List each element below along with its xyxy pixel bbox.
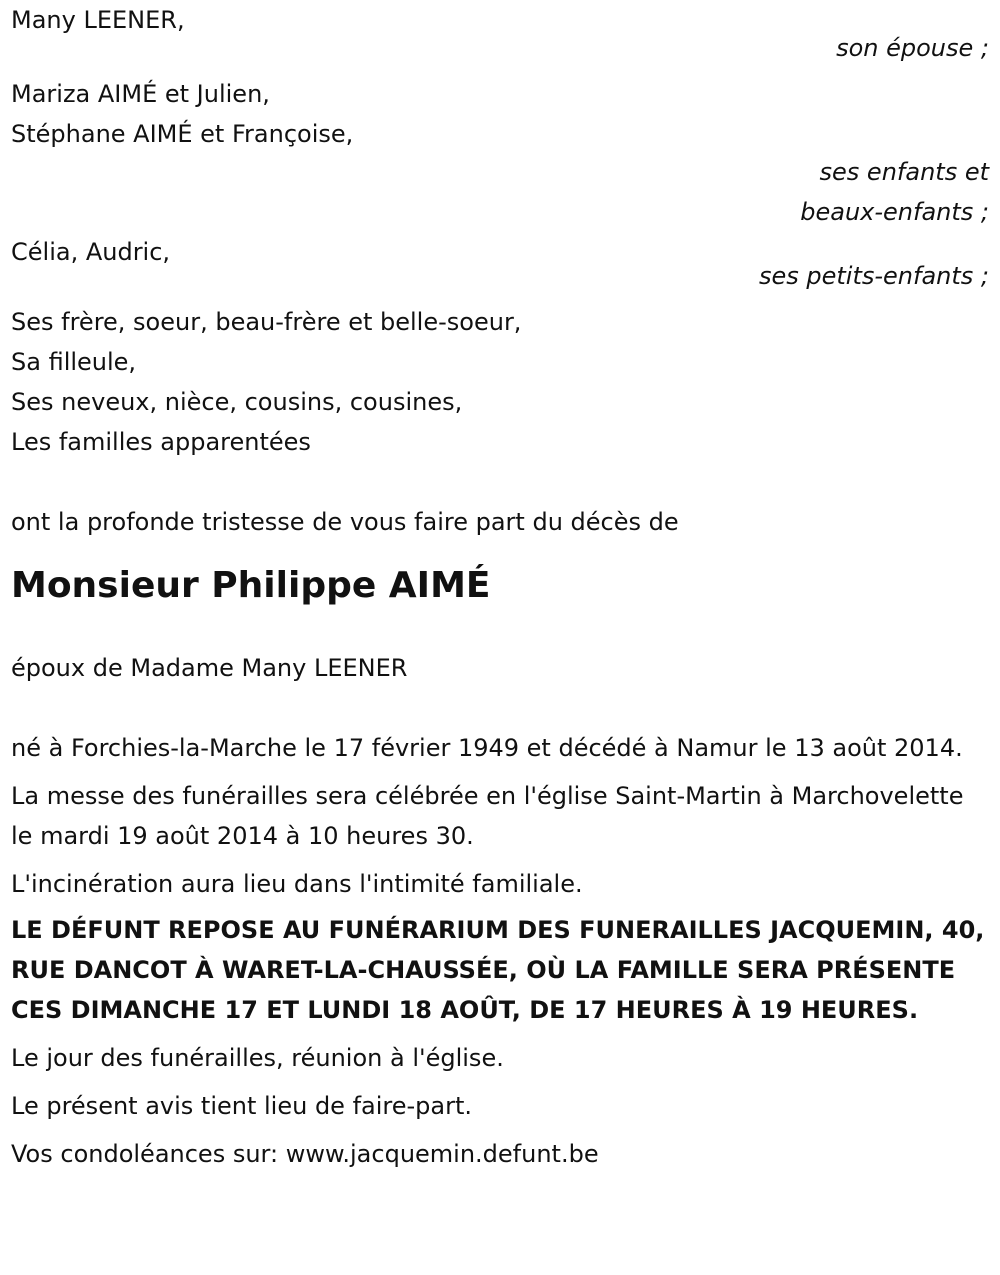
spouse-role: son épouse ; (836, 34, 989, 62)
child-name-2: Stéphane AIMÉ et Françoise, (11, 120, 354, 148)
relatives-line-1: Ses frère, soeur, beau-frère et belle-soeur, (11, 308, 522, 336)
obituary-notice (11, 0, 989, 1174)
grandchildren-role: ses petits-enfants ; (758, 262, 989, 290)
funeral-meeting: Le jour des funérailles, réunion à l'église. (11, 1044, 504, 1072)
incineration: L'incinération aura lieu dans l'intimité familiale. (11, 870, 583, 898)
deceased-name: Monsieur Philippe AIMÉ (11, 565, 491, 606)
relatives-line-4: Les familles apparentées (11, 428, 311, 456)
announcement: ont la profonde tristesse de vous faire part du décès de (11, 508, 679, 536)
grandchildren-names: Célia, Audric, (11, 238, 171, 266)
relatives-line-3: Ses neveux, nièce, cousins, cousines, (11, 388, 463, 416)
notice: Le présent avis tient lieu de faire-part. (11, 1092, 473, 1120)
condolences: Vos condoléances sur: www.jacquemin.defunt.be (11, 1140, 599, 1168)
birth-death: né à Forchies-la-Marche le 17 février 1949 et décédé à Namur le 13 août 2014. (11, 734, 963, 762)
child-name-1: Mariza AIMÉ et Julien, (11, 80, 270, 108)
children-role-line-1: ses enfants et (819, 158, 989, 186)
funerarium-info: LE DÉFUNT REPOSE AU FUNÉRARIUM DES FUNERAILLES JACQUEMIN, 40, RUE DANCOT À WARET-LA-CHAUSSÉE, OÙ LA FAMILLE SERA PRÉSENTE CES DIMANCHE 17 ET LUNDI 18 AOÛT, DE 17 HEURES À 19 HEURES. (11, 916, 985, 1024)
spouse-name: Many LEENER, (11, 6, 185, 34)
relatives-line-2: Sa filleule, (11, 348, 137, 376)
funeral-mass: La messe des funérailles sera célébrée en l'église Saint-Martin à Marchovelette le mardi 19 août 2014 à 10 heures 30. (11, 782, 964, 850)
spouse-of: époux de Madame Many LEENER (11, 654, 408, 682)
children-role-line-2: beaux-enfants ; (800, 198, 989, 226)
